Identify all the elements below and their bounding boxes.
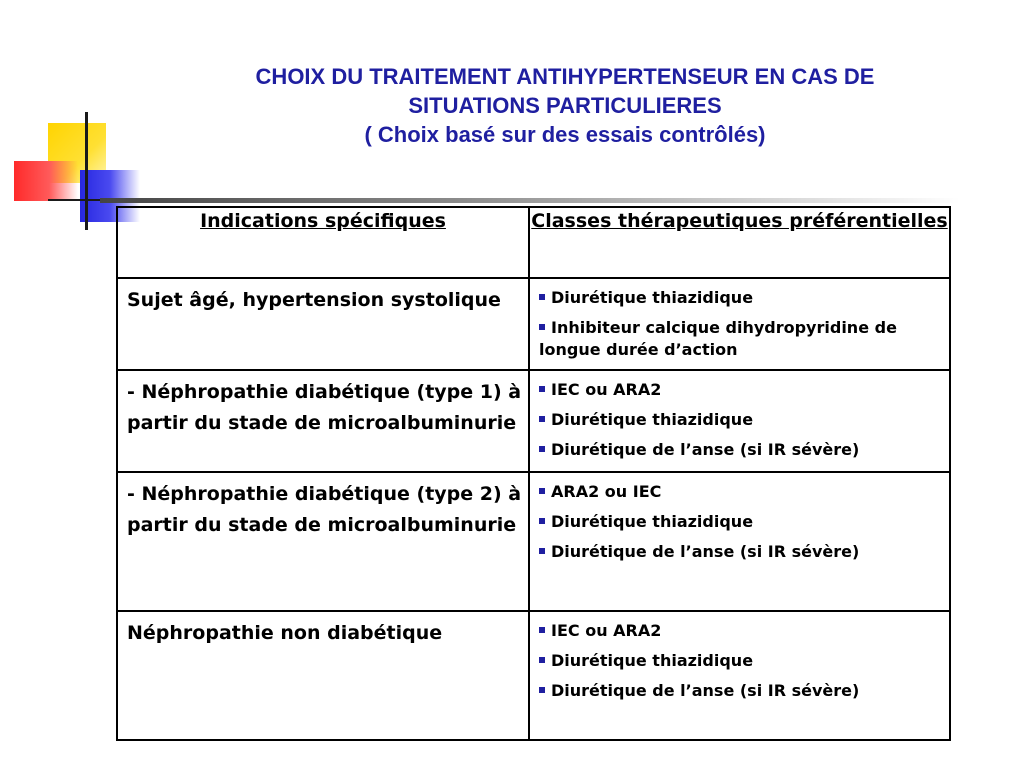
- title-line-2: SITUATIONS PARTICULIERES: [408, 93, 722, 118]
- decorative-vertical-line: [85, 112, 88, 230]
- indication-cell: - Néphropathie diabétique (type 2) à partir du stade de microalbuminurie: [117, 472, 529, 611]
- page-title: [140, 62, 990, 149]
- square-bullet-icon: [539, 294, 545, 300]
- indication-cell: Sujet âgé, hypertension systolique: [117, 278, 529, 370]
- class-item: IEC ou ARA2: [539, 379, 943, 401]
- table-row: [117, 472, 950, 611]
- square-bullet-icon: [539, 657, 545, 663]
- decorative-red-square: [14, 161, 78, 201]
- square-bullet-icon: [539, 386, 545, 392]
- class-item: Diurétique thiazidique: [539, 409, 943, 431]
- header-classes: Classes thérapeutiques préférentielles: [529, 207, 950, 278]
- table-row: [117, 611, 950, 740]
- indication-cell: Néphropathie non diabétique: [117, 611, 529, 740]
- table-row: [117, 278, 950, 370]
- title-line-3: ( Choix basé sur des essais contrôlés): [364, 122, 766, 147]
- class-item: ARA2 ou IEC: [539, 481, 943, 503]
- class-item: IEC ou ARA2: [539, 620, 943, 642]
- class-item: Diurétique thiazidique: [539, 511, 943, 533]
- table-header-row: [117, 207, 950, 278]
- classes-cell: [529, 370, 950, 472]
- class-item: Inhibiteur calcique dihydropyridine de longue durée d’action: [539, 318, 897, 359]
- class-item: Diurétique thiazidique: [539, 287, 943, 309]
- classes-cell: [529, 278, 950, 370]
- class-item: Diurétique thiazidique: [539, 650, 943, 672]
- indication-cell: - Néphropathie diabétique (type 1) à partir du stade de microalbuminurie: [117, 370, 529, 472]
- title-line-1: CHOIX DU TRAITEMENT ANTIHYPERTENSEUR EN CAS DE: [255, 64, 875, 89]
- class-item: Diurétique de l’anse (si IR sévère): [539, 439, 943, 461]
- classes-cell: [529, 611, 950, 740]
- square-bullet-icon: [539, 627, 545, 633]
- class-item: Diurétique de l’anse (si IR sévère): [539, 680, 943, 702]
- table-row: [117, 370, 950, 472]
- square-bullet-icon: [539, 416, 545, 422]
- square-bullet-icon: [539, 518, 545, 524]
- square-bullet-icon: [539, 324, 545, 330]
- square-bullet-icon: [539, 687, 545, 693]
- header-indications: Indications spécifiques: [117, 207, 529, 278]
- class-item: Diurétique de l’anse (si IR sévère): [539, 541, 943, 563]
- treatment-table: [116, 206, 951, 741]
- square-bullet-icon: [539, 548, 545, 554]
- classes-cell: [529, 472, 950, 611]
- square-bullet-icon: [539, 488, 545, 494]
- title-underline-gradient: [100, 198, 960, 203]
- square-bullet-icon: [539, 446, 545, 452]
